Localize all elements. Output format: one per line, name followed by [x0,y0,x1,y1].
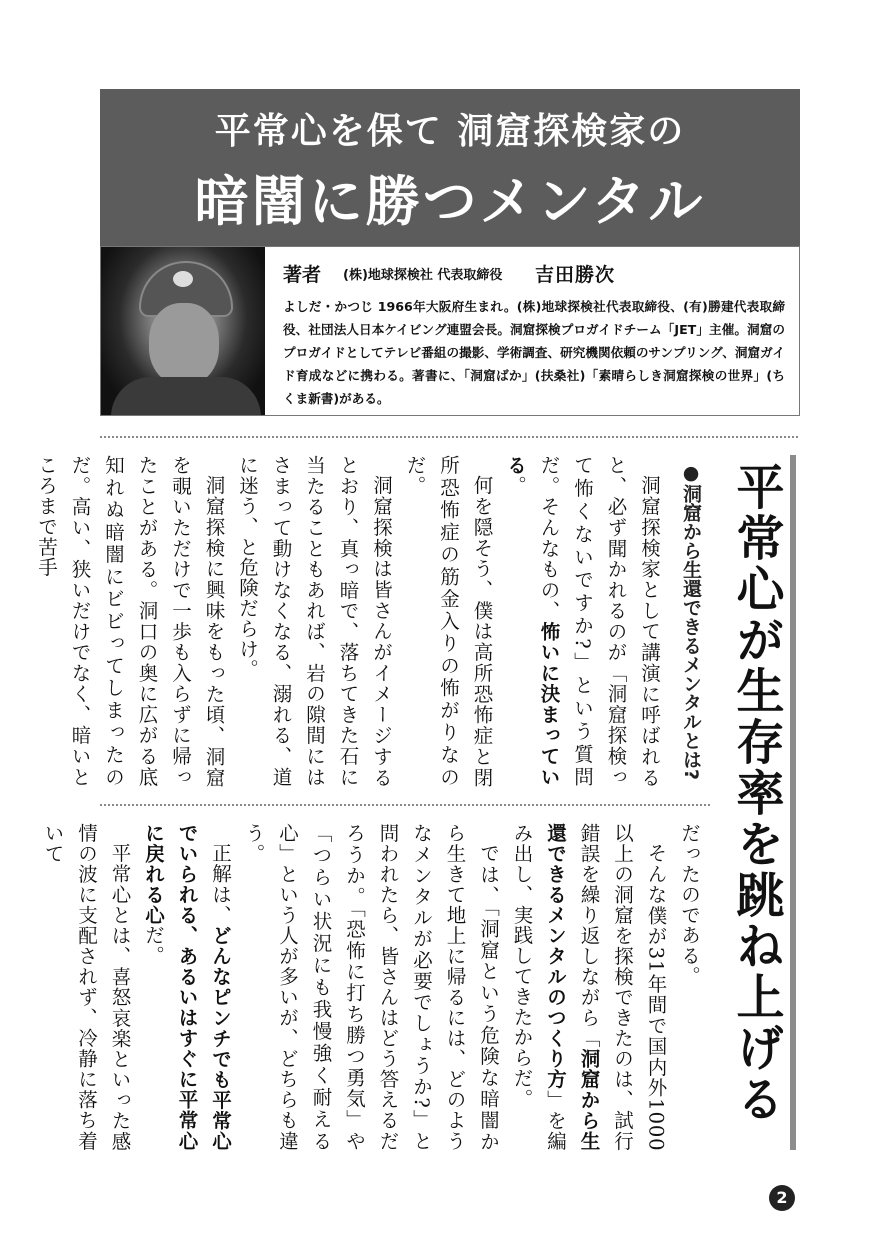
paragraph: 洞窟探検に興味をもった頃、洞窟を覗いただけで一歩も入らずに帰ったことがある。洞口の奥に広がる底知れぬ暗闇にビビってしまったのだ。高い、狭いだけでなく、暗いところまで苦手 [35,455,226,787]
page-number: 2 [769,1185,795,1211]
divider-top [100,436,798,438]
paragraph: 何を隠そう、僕は高所恐怖症と閉所恐怖症の筋金入りの怖がりなのだ。 [403,455,494,787]
title-line-1: 平常心を保て 洞窟探検家の [214,110,686,152]
title-line-2: 暗闇に勝つメンタル [194,170,706,233]
paragraph: では、「洞窟という危険な暗闇から生きて地上に帰るには、どのようなメンタルが必要でしょうか?」と問われたら、皆さんはどう答えるだろうか。「恐怖に打ち勝つ勇気」や「つらい状況にも我慢強く耐える心」という人が多いが、どちらも違う。 [242,823,500,1151]
paragraph: だったのである。 [678,823,701,987]
divider-middle [100,804,710,806]
paragraph: 洞窟探検は皆さんがイメージするとおり、真っ暗で、落ちてきた石に当たることもあれば、岩の隙間にはさまって動けなくなる、溺れる、道に迷う、と危険だらけ。 [236,455,393,787]
paragraph: 正解は、どんなピンチでも平常心でいられる、あるいはすぐに平常心に戻れる心だ。 [142,823,232,1151]
author-name: 吉田勝次 [535,264,616,286]
author-profile [100,246,800,416]
article-title: 平常心が生存率を跳ね上げる [728,462,784,1125]
author-company: (株)地球探検社 代表取締役 [343,268,503,283]
paragraph: 平常心とは、喜怒哀楽といった感情の波に支配されず、冷静に落ち着いて [41,823,132,1151]
section-subhead: ●洞窟から生還できるメンタルとは? [680,462,702,781]
paragraph: そんな僕が31年間で国内外1000以上の洞窟を探検できたのは、試行錯誤を繰り返しながら「洞窟から生還できるメンタルのつくり方」を編み出し、実践してきたからだ。 [510,823,668,1152]
author-heading [283,260,783,288]
paragraph: 洞窟探検家として講演に呼ばれると、必ず聞かれるのが「洞窟探検って怖くないですか?」という質問だ。そんなもの、怖いに決まっている。 [504,455,661,787]
author-photo [101,247,265,415]
article-body-bottom [41,823,706,1152]
title-banner [100,89,800,246]
article-body-top [35,455,666,787]
emphasis: 怖いに決まっている [504,455,561,787]
author-label: 著者 [283,264,322,286]
emphasis: どんなピンチでも平常心でいられる、あるいはすぐに平常心に戻れる心 [142,823,232,1151]
emphasis: 洞窟から生還できるメンタルのつくり方 [544,823,601,1152]
title-accent-bar [790,455,796,1150]
author-bio: よしだ・かつじ 1966年大阪府生まれ。(株)地球探検社代表取締役、(有)勝建代表取締役、社団法人日本ケイビング連盟会長。洞窟探検プロガイドチーム「JET」主催。洞窟のプロガイドとしてテレビ番組の撮影、学術調査、研究機関依頼のサンプリング、洞窟ガイド育成などに携わる。著書に、「洞窟ばか」(扶桑社)「素晴らしき洞窟探検の世界」(ちくま新書)がある。 [283,299,785,406]
